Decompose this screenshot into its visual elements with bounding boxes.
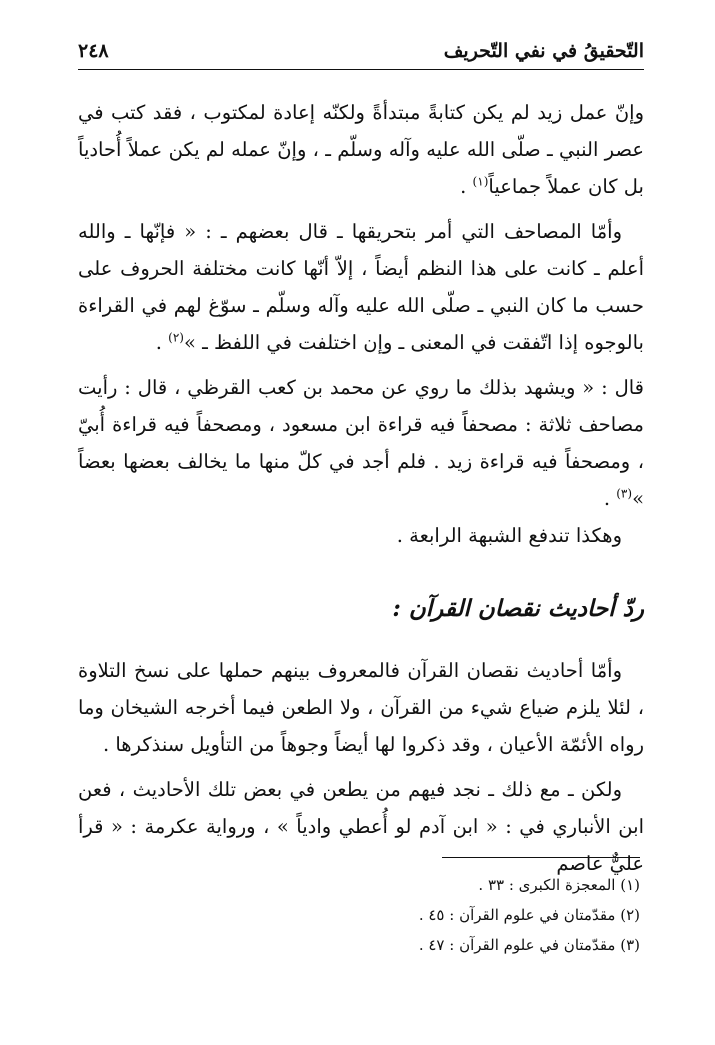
- body-text: [78, 94, 644, 882]
- paragraph: وأمّا أحاديث نقصان القرآن فالمعروف بينهم حملها على نسخ التلاوة ، لئلا يلزم ضياع شيء من القرآن ، ولا الطعن فيما أخرجه الشيخان وما رواه الأئمّة الأعيان ، وقد ذكروا لها أيضاً وجوهاً من التأويل سنذكرها .: [78, 659, 644, 756]
- paragraph: ولكن ـ مع ذلك ـ نجد فيهم من يطعن في بعض تلك الأحاديث ، فعن ابن الأنباري في : « ابن آدم لو أُعطي وادياً » ، ورواية عكرمة : « قرأ عليٌّ عاصم: [78, 778, 644, 875]
- footnote: (١) المعجزة الكبرى : ٣٣ .: [478, 876, 640, 894]
- footnote-ref[interactable]: (٢): [168, 330, 184, 345]
- footnote-ref[interactable]: (٣): [616, 486, 633, 501]
- paragraph: قال : « ويشهد بذلك ما روي عن محمد بن كعب القرظي ، قال : رأيت مصاحف ثلاثة : مصحفاً فيه قراءة ابن مسعود ، ومصحفاً فيه قراءة أُبيّ ، ومصحفاً فيه قراءة زيد . فلم أجد في كلّ منها ما يخالف بعضها بعضاً »$^{(٣)}$ .: [78, 376, 644, 510]
- footnote: (٢) مقدّمتان في علوم القرآن : ٤٥ .: [418, 906, 640, 924]
- footnote: (٣) مقدّمتان في علوم القرآن : ٤٧ .: [418, 936, 640, 954]
- section-heading: ردّ أحاديث نقصان القرآن :: [392, 595, 644, 622]
- footnote-ref[interactable]: (١): [472, 174, 489, 189]
- running-header: [78, 36, 644, 66]
- running-title: التّحقيقُ في نفي التّحريف: [443, 40, 644, 62]
- footnote-divider: [442, 857, 640, 858]
- page-number: ٢٤٨: [78, 40, 109, 62]
- paragraph: وإنّ عمل زيد لم يكن كتابةً مبتدأةً ولكنّه إعادة لمكتوب ، فقد كتب في عصر النبي ـ صلّى الله عليه وآله وسلّم ـ ، وإنّ عمله لم يكن عملاً أُحادياً بل كان عملاً جماعياً$^{(١)}$ .: [78, 101, 644, 198]
- header-divider: [78, 69, 644, 70]
- paragraph: وأمّا المصاحف التي أمر بتحريقها ـ قال بعضهم ـ : « فإنّها ـ والله أعلم ـ كانت على هذا النظم أيضاً ، إلاّ أنّها كانت مختلفة الحروف على حسب ما كان النبي ـ صلّى الله عليه وآله وسلّم ـ سوّغ لهم في القراءة بالوجوه إذا اتّفقت في المعنى ـ وإن اختلفت في اللفظ ـ »$^{(٢)}$ .: [78, 220, 644, 354]
- paragraph: وهكذا تندفع الشبهة الرابعة .: [396, 524, 622, 547]
- footnotes: [78, 870, 640, 960]
